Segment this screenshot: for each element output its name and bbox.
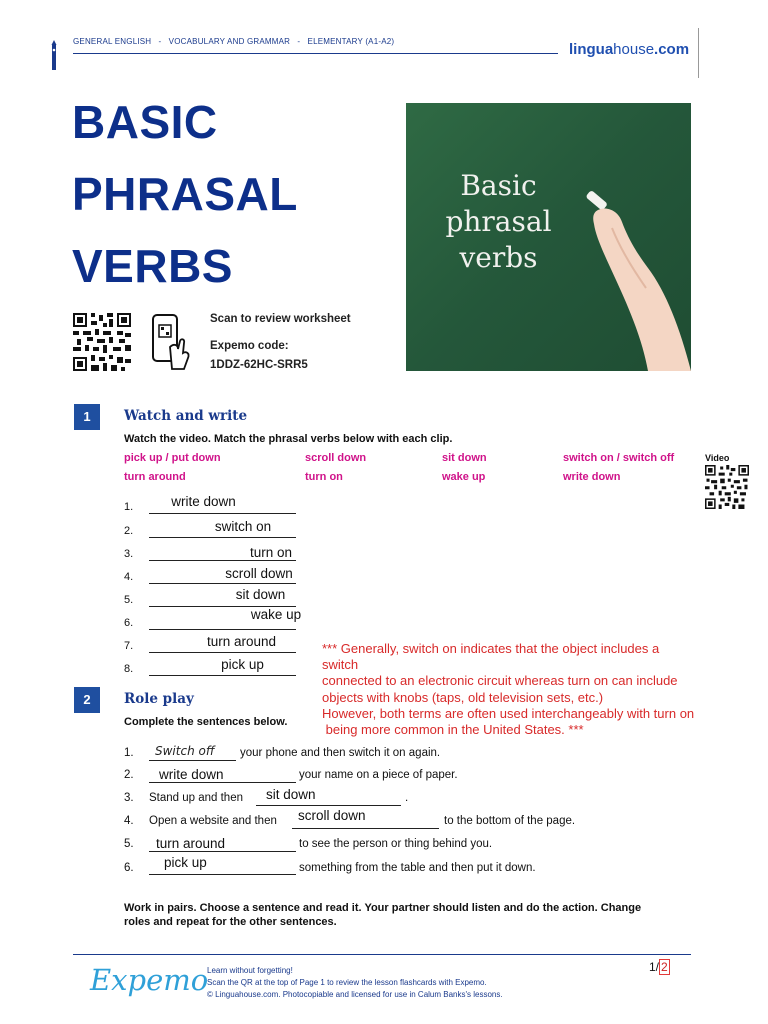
sentence-number: 4. xyxy=(124,815,134,827)
answer-line xyxy=(149,537,296,538)
section-2-number: 2 xyxy=(74,687,100,713)
header-divider xyxy=(73,53,558,54)
item-number: 2. xyxy=(124,525,134,537)
chalkboard-image xyxy=(406,103,691,371)
note-line: connected to an electronic circuit whereas turn on can include xyxy=(322,673,678,689)
sentence-text: . xyxy=(405,792,409,804)
section-1-title: Watch and write xyxy=(124,408,248,424)
answer-line xyxy=(149,583,296,584)
item-number: 4. xyxy=(124,571,134,583)
sentence-text: to see the person or thing behind you. xyxy=(299,838,493,850)
verb-option: turn on xyxy=(305,471,343,483)
footer-tagline: Learn without forgetting! xyxy=(207,966,293,975)
chalk-line-1: Basic xyxy=(460,169,537,202)
note-line: switch xyxy=(322,657,359,673)
footer-scan-note: Scan the QR at the top of Page 1 to review the lesson flashcards with Expemo. xyxy=(207,978,487,987)
answer-line xyxy=(149,851,296,852)
page-total-link[interactable]: 2 xyxy=(661,960,668,974)
answer-line xyxy=(149,782,296,783)
chalk-line-3: verbs xyxy=(459,241,538,274)
item-number: 5. xyxy=(124,594,134,606)
sentence-number: 3. xyxy=(124,792,134,804)
note-line: being more common in the United States. *** xyxy=(322,722,584,738)
footer-copyright: © Linguahouse.com. Photocopiable and licensed for use in Calum Banks's lessons. xyxy=(207,990,503,999)
note-line: However, both terms are often used interchangeably with turn on xyxy=(322,705,695,721)
page-current: 1/ xyxy=(649,960,660,974)
title-line-1: BASIC xyxy=(72,96,218,148)
footer-divider xyxy=(73,954,691,955)
note-line: objects with knobs (taps, old television sets, etc.) xyxy=(322,689,604,705)
item-number: 6. xyxy=(124,617,134,629)
item-number: 8. xyxy=(124,663,134,675)
hand-with-chalk xyxy=(576,188,691,371)
answer-line xyxy=(149,513,296,514)
item-answer[interactable]: wake up xyxy=(250,607,302,622)
answer-line xyxy=(149,675,296,676)
item-answer[interactable]: sit down xyxy=(235,587,286,602)
verb-option: scroll down xyxy=(305,452,367,464)
logo-part-bold: lingua xyxy=(569,41,614,58)
item-number: 1. xyxy=(124,501,134,513)
big-ben-icon xyxy=(50,40,58,70)
verb-option: wake up xyxy=(442,471,486,483)
sentence-answer[interactable]: write down xyxy=(159,767,224,782)
verb-option: write down xyxy=(563,471,621,483)
title-line-3: VERBS xyxy=(72,240,233,292)
verb-option: pick up / put down xyxy=(124,452,221,464)
video-label: Video xyxy=(705,453,730,463)
sentence-answer[interactable]: sit down xyxy=(266,787,316,802)
answer-line xyxy=(149,874,296,875)
expemo-logo: Expemo xyxy=(90,963,209,997)
note-line: *** Generally, switch on indicates that the object includes a xyxy=(322,641,660,656)
breadcrumb: GENERAL ENGLISH - VOCABULARY AND GRAMMAR - ELEMENTARY (A1-A2) xyxy=(73,37,395,46)
sentence-text: your phone and then switch it on again. xyxy=(240,747,441,759)
pairs-instruction-line-2: roles and repeat for the other sentences. xyxy=(124,916,337,928)
item-number: 7. xyxy=(124,640,134,652)
verb-option: switch on / switch off xyxy=(563,452,675,464)
expemo-code-label: Expemo code: xyxy=(210,340,289,352)
item-answer[interactable]: write down xyxy=(171,494,236,509)
sentence-number: 1. xyxy=(124,747,134,759)
item-answer[interactable]: turn around xyxy=(206,634,277,649)
sentence-number: 6. xyxy=(124,862,134,874)
item-answer[interactable]: turn on xyxy=(249,545,293,560)
sentence-number: 5. xyxy=(124,838,134,850)
header-vertical-rule xyxy=(698,28,699,78)
section-1-instruction: Watch the video. Match the phrasal verbs below with each clip. xyxy=(124,433,453,445)
sentence-text: Stand up and then xyxy=(149,792,243,804)
scan-label: Scan to review worksheet xyxy=(210,313,351,325)
expemo-code: 1DDZ-62HC-SRR5 xyxy=(210,359,308,371)
item-answer[interactable]: switch on xyxy=(214,519,272,534)
item-answer[interactable]: pick up xyxy=(221,657,264,672)
phone-scan-icon xyxy=(150,313,192,371)
item-number: 3. xyxy=(124,548,134,560)
answer-line xyxy=(292,828,439,829)
verb-option: turn around xyxy=(124,471,186,483)
logo-part-light: house xyxy=(613,41,655,58)
chalk-line-2: phrasal xyxy=(445,205,552,238)
section-1-number: 1 xyxy=(74,404,100,430)
sentence-text: to the bottom of the page. xyxy=(444,815,576,827)
section-2-instruction: Complete the sentences below. xyxy=(124,716,288,728)
answer-line xyxy=(256,805,401,806)
sentence-answer[interactable]: scroll down xyxy=(298,808,366,823)
answer-line xyxy=(149,760,236,761)
sentence-answer[interactable]: pick up xyxy=(164,855,207,870)
logo-suffix: .com xyxy=(654,41,690,58)
phrasal-verb-note xyxy=(322,641,752,738)
answer-line xyxy=(149,560,296,561)
title-line-2: PHRASAL xyxy=(72,168,298,220)
sentence-text: something from the table and then put it down. xyxy=(299,862,536,874)
sentence-text: Open a website and then xyxy=(149,815,277,827)
sentence-text: your name on a piece of paper. xyxy=(299,769,458,781)
linguahouse-logo xyxy=(569,41,689,58)
answer-line xyxy=(149,652,296,653)
sentence-answer[interactable]: turn around xyxy=(156,836,226,851)
chalk-text xyxy=(426,168,571,276)
verb-option: sit down xyxy=(442,452,487,464)
section-2-title: Role play xyxy=(124,691,194,707)
sentence-number: 2. xyxy=(124,769,134,781)
page-indicator xyxy=(649,960,670,974)
video-qr-code-icon[interactable] xyxy=(705,465,749,509)
worksheet-qr-code-icon[interactable] xyxy=(73,313,131,371)
item-answer[interactable]: scroll down xyxy=(225,566,293,581)
sentence-answer-handwritten[interactable]: Switch off xyxy=(155,744,215,758)
pairs-instruction-line-1: Work in pairs. Choose a sentence and read it. Your partner should listen and do the action. Change xyxy=(124,902,642,914)
answer-line xyxy=(149,629,296,630)
